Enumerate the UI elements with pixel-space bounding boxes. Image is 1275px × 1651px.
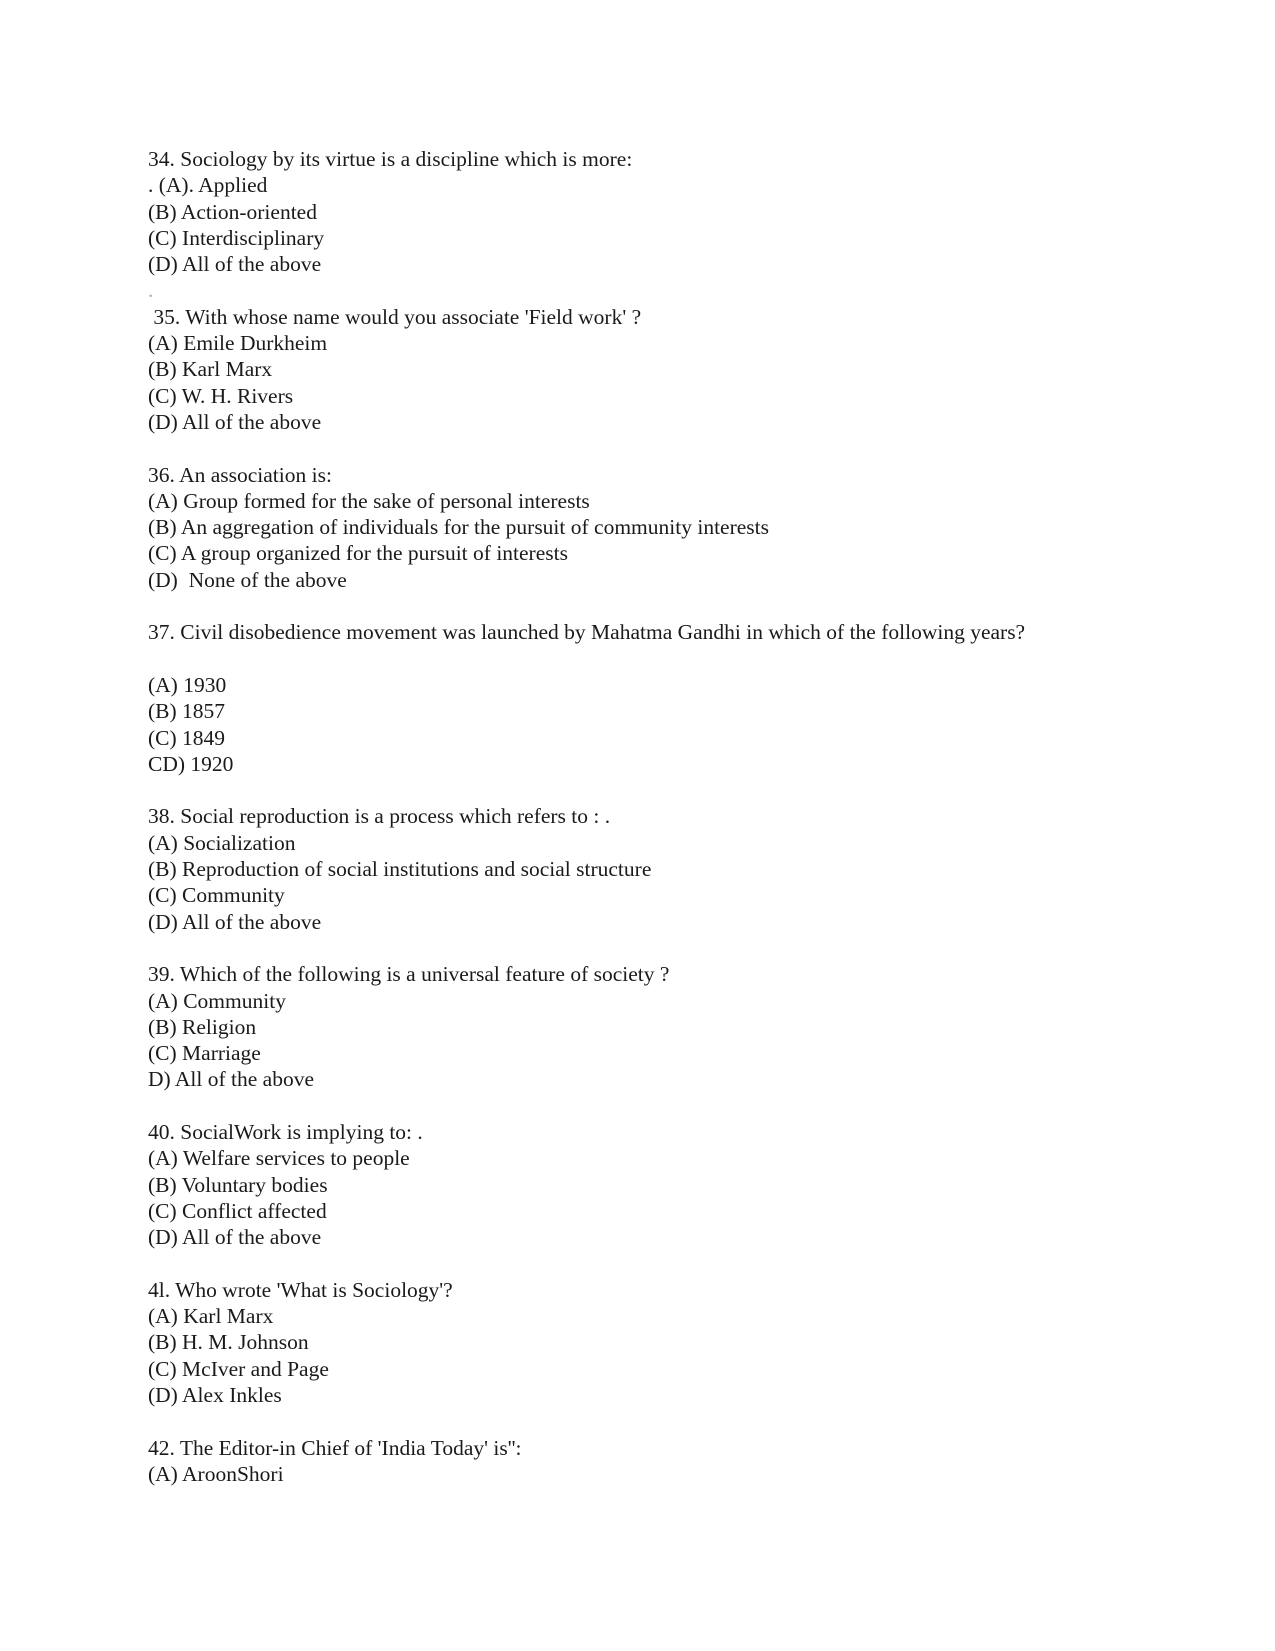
question-text: 38. Social reproduction is a process which refers to : . bbox=[148, 804, 611, 829]
option-a: (A) Emile Durkheim bbox=[148, 331, 328, 356]
question-text: 35. With whose name would you associate 'Field work' ? bbox=[148, 304, 642, 329]
option-a: (A) Welfare services to people bbox=[148, 1146, 410, 1171]
option-b: (B) Religion bbox=[148, 1014, 257, 1039]
question-text: 34. Sociology by its virtue is a discipline which is more: bbox=[148, 147, 633, 171]
question-text: 42. The Editor-in Chief of 'India Today' is'': bbox=[148, 1435, 522, 1460]
option-b: (B) Karl Marx bbox=[148, 357, 273, 382]
option-c: (C) McIver and Page bbox=[148, 1356, 329, 1381]
question-35 bbox=[148, 304, 1228, 435]
option-b: (B) Voluntary bodies bbox=[148, 1172, 328, 1197]
stray-mark: . bbox=[148, 278, 154, 303]
question-34 bbox=[148, 146, 1228, 277]
option-b: (B) H. M. Johnson bbox=[148, 1330, 309, 1355]
option-c: (C) 1849 bbox=[148, 725, 226, 750]
option-a: (A) AroonShori bbox=[148, 1461, 284, 1486]
option-d: (D) None of the above bbox=[148, 567, 347, 592]
question-39 bbox=[148, 961, 1228, 1092]
question-37 bbox=[148, 619, 1228, 777]
option-d: D) All of the above bbox=[148, 1067, 314, 1092]
option-d: (D) All of the above bbox=[148, 1225, 322, 1250]
option-c: (C) Interdisciplinary bbox=[148, 225, 325, 250]
question-36 bbox=[148, 462, 1228, 593]
question-text: 40. SocialWork is implying to: . bbox=[148, 1119, 423, 1144]
question-text: 4l. Who wrote 'What is Sociology'? bbox=[148, 1277, 453, 1302]
option-d: CD) 1920 bbox=[148, 751, 234, 776]
option-a: (A) Group formed for the sake of personal interests bbox=[148, 488, 590, 513]
option-d: (D) Alex Inkles bbox=[148, 1382, 282, 1407]
question-42 bbox=[148, 1435, 1228, 1488]
option-a: (A) Socialization bbox=[148, 830, 296, 855]
question-page bbox=[148, 146, 1228, 1487]
question-41 bbox=[148, 1277, 1228, 1408]
option-d: (D) All of the above bbox=[148, 409, 322, 434]
option-a: (A) Karl Marx bbox=[148, 1304, 274, 1329]
option-b: (B) Reproduction of social institutions and social structure bbox=[148, 857, 652, 882]
option-a: (A) Community bbox=[148, 988, 286, 1013]
question-text: 37. Civil disobedience movement was launched by Mahatma Gandhi in which of the following years? bbox=[148, 620, 1026, 645]
question-38 bbox=[148, 803, 1228, 934]
option-b: (B) An aggregation of individuals for the pursuit of community interests bbox=[148, 515, 770, 540]
question-text: 36. An association is: bbox=[148, 462, 332, 487]
option-b: (B) Action-oriented bbox=[148, 199, 317, 224]
question-text: 39. Which of the following is a universal feature of society ? bbox=[148, 962, 670, 987]
option-c: (C) Community bbox=[148, 883, 285, 908]
option-b: (B) 1857 bbox=[148, 699, 226, 724]
option-c: (C) W. H. Rivers bbox=[148, 383, 294, 408]
option-c: (C) A group organized for the pursuit of interests bbox=[148, 541, 568, 566]
option-d: (D) All of the above bbox=[148, 909, 322, 934]
option-a: (A) 1930 bbox=[148, 672, 227, 697]
option-c: (C) Conflict affected bbox=[148, 1198, 327, 1223]
option-c: (C) Marriage bbox=[148, 1041, 261, 1066]
option-d: (D) All of the above bbox=[148, 252, 322, 277]
option-a: . (A). Applied bbox=[148, 173, 268, 198]
question-40 bbox=[148, 1119, 1228, 1250]
